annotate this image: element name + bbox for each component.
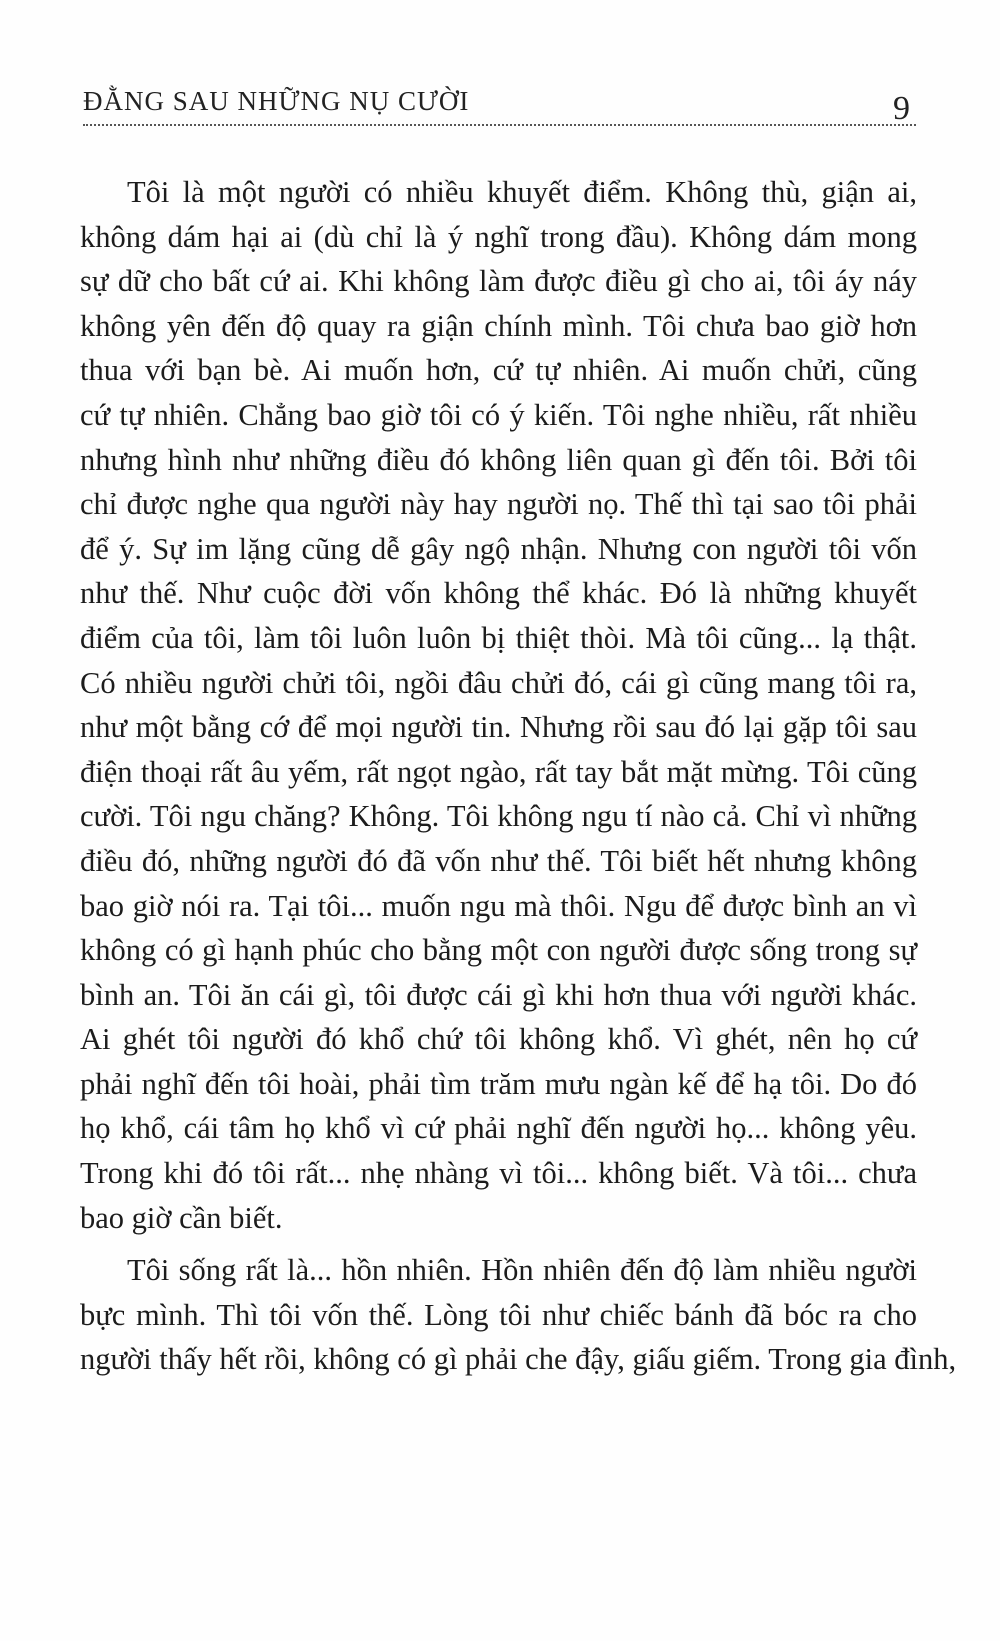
text-line: nhưng hình như những điều đó không liên quan gì đến tôi. Bởi tôi (80, 442, 917, 477)
text-line: họ khổ, cái tâm họ khổ vì cứ phải nghĩ đến người họ... không yêu. (80, 1111, 917, 1146)
text-line: Trong khi đó tôi rất... nhẹ nhàng vì tôi... không biết. Và tôi... chưa (80, 1156, 917, 1191)
text-line: điều đó, những người đó đã vốn như thế. Tôi biết hết nhưng không (80, 843, 917, 878)
text-line: không dám hại ai (dù chỉ là ý nghĩ trong đầu). Không dám mong (80, 219, 917, 254)
text-line: Có nhiều người chửi tôi, ngồi đâu chửi đó, cái gì cũng mang tôi ra, (80, 665, 917, 700)
body-text (80, 170, 957, 1382)
text-line: cứ tự nhiên. Chẳng bao giờ tôi có ý kiến. Tôi nghe nhiều, rất nhiều (80, 397, 917, 432)
text-line: bao giờ cần biết. (80, 1200, 283, 1235)
text-line: sự dữ cho bất cứ ai. Khi không làm được điều gì cho ai, tôi áy náy (80, 264, 917, 299)
paragraph-1 (80, 170, 917, 1240)
text-line: như một bằng cớ để mọi người tin. Nhưng rồi sau đó lại gặp tôi sau (80, 710, 917, 745)
text-line: Tôi là một người có nhiều khuyết điểm. Không thù, giận ai, (127, 175, 917, 209)
text-line: không yên đến độ quay ra giận chính mình. Tôi chưa bao giờ hơn (80, 308, 917, 343)
text-line: cười. Tôi ngu chăng? Không. Tôi không ngu tí nào cả. Chỉ vì những (80, 799, 917, 834)
text-line: người thấy hết rồi, không có gì phải che đậy, giấu giếm. Trong gia đình, (80, 1342, 957, 1377)
running-header (83, 80, 916, 126)
text-line: Tôi sống rất là... hồn nhiên. Hồn nhiên đến độ làm nhiều người (127, 1253, 917, 1288)
text-line: phải nghĩ đến tôi hoài, phải tìm trăm mưu ngàn kế để hạ tôi. Do đó (80, 1066, 917, 1101)
text-line: để ý. Sự im lặng cũng dễ gây ngộ nhận. Nhưng con người tôi vốn (80, 531, 917, 566)
text-line: như thế. Như cuộc đời vốn không thể khác. Đó là những khuyết (80, 576, 917, 611)
text-line: Ai ghét tôi người đó khổ chứ tôi không khổ. Vì ghét, nên họ cứ (80, 1022, 917, 1057)
page-number: 9 (893, 90, 910, 127)
header-title: ĐẰNG SAU NHỮNG NỤ CƯỜI (83, 86, 470, 116)
text-line: bình an. Tôi ăn cái gì, tôi được cái gì khi hơn thua với người khác. (80, 977, 917, 1012)
text-line: điểm của tôi, làm tôi luôn luôn bị thiệt thòi. Mà tôi cũng... lạ thật. (80, 620, 917, 655)
text-line: điện thoại rất âu yếm, rất ngọt ngào, rất tay bắt mặt mừng. Tôi cũng (80, 754, 917, 789)
text-line: thua với bạn bè. Ai muốn hơn, cứ tự nhiên. Ai muốn chửi, cũng (80, 353, 917, 388)
text-line: bực mình. Thì tôi vốn thế. Lòng tôi như chiếc bánh đã bóc ra cho (80, 1297, 917, 1332)
paragraph-2 (80, 1248, 957, 1382)
text-line: bao giờ nói ra. Tại tôi... muốn ngu mà thôi. Ngu để được bình an vì (80, 888, 917, 923)
text-line: chỉ được nghe qua người này hay người nọ. Thế thì tại sao tôi phải (80, 487, 917, 522)
text-line: không có gì hạnh phúc cho bằng một con người được sống trong sự (80, 933, 917, 968)
